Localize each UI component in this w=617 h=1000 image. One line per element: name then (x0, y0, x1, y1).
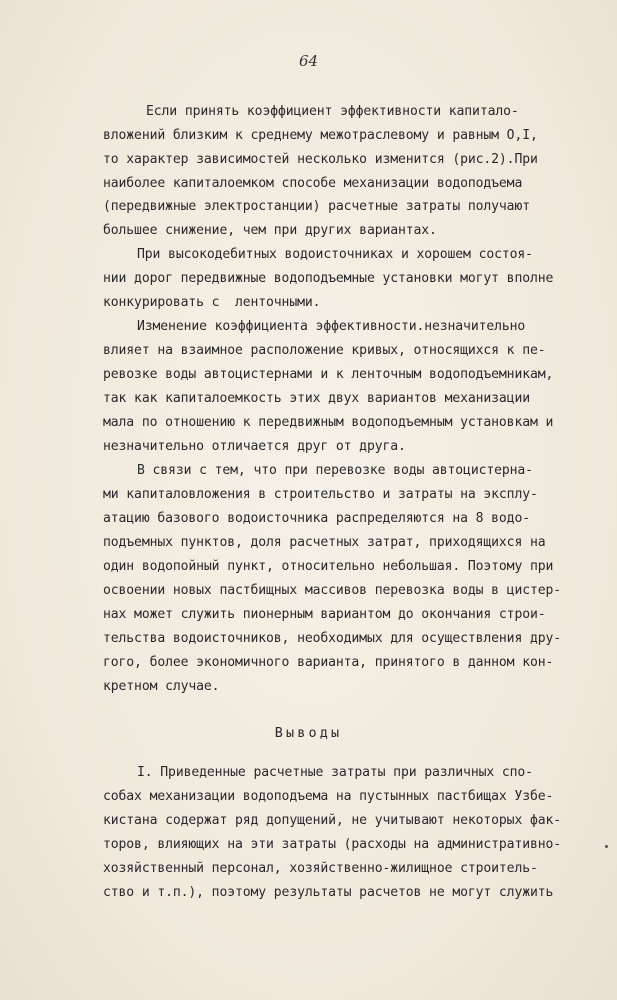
text-line: гого, более экономичного варианта, принятого в данном кон- (103, 655, 554, 670)
text-line: большее снижение, чем при других вариантах. (103, 223, 437, 238)
text-line: конкурировать с ленточными. (103, 295, 321, 310)
text-line: нии дорог передвижные водоподъемные установки могут вполне (103, 271, 554, 286)
text-line: вложений близким к среднему межотраслевому и равным О,I, (103, 128, 538, 143)
text-line: ревозке воды автоцистернами и к ленточным водоподъемникам, (103, 367, 554, 382)
text-line: При высокодебитных водоисточниках и хорошем состоя- (137, 247, 533, 262)
text-line: атацию базового водоисточника распределяются на 8 водо- (103, 511, 530, 526)
text-line: хозяйственный персонал, хозяйственно-жилищное строитель- (103, 861, 538, 876)
text-line: так как капиталоемкость этих двух вариантов механизации (103, 391, 530, 406)
text-line: собах механизации водоподъема на пустынных пастбищах Узбе- (103, 789, 554, 804)
text-line: I. Приведенные расчетные затраты при различных спо- (137, 765, 533, 780)
text-line: Изменение коэффициента эффективности.незначительно (137, 319, 526, 334)
text-line: один водопойный пункт, относительно небольшая. Поэтому при (103, 559, 554, 574)
text-line: тельства водоисточников, необходимых для осуществления дру- (103, 631, 562, 646)
text-line: (передвижные электростанции) расчетные затраты получают (103, 199, 530, 214)
text-line: торов, влияющих на эти затраты (расходы на административно- (103, 837, 562, 852)
text-line: мала по отношению к передвижным водоподъемным установкам и (103, 415, 554, 430)
text-line: В связи с тем, что при перевозке воды автоцистерна- (137, 463, 533, 478)
text-line: то характер зависимостей несколько изменится (рис.2).При (103, 152, 538, 167)
text-line: ство и т.п.), поэтому результаты расчетов не могут служить (103, 885, 554, 900)
text-line: кретном случае. (103, 679, 220, 694)
text-line: подъемных пунктов, доля расчетных затрат, приходящихся на (103, 535, 546, 550)
text-line: незначительно отличается друг от друга. (103, 439, 406, 454)
text-line: кистана содержат ряд допущений, не учитывают некоторых фак- (103, 813, 562, 828)
section-heading: Выводы (274, 726, 343, 741)
text-line: Если принять коэффициент эффективности капитало- (146, 104, 519, 119)
page-number: 64 (298, 52, 319, 70)
text-line: наиболее капиталоемком способе механизации водоподъема (103, 176, 523, 191)
text-line: нах может служить пионерным вариантом до окончания строи- (103, 607, 546, 622)
text-line: влияет на взаимное расположение кривых, относящихся к пе- (103, 343, 546, 358)
paper-speck (605, 845, 608, 848)
text-line: ми капиталовложения в строительство и затраты на эксплу- (103, 487, 538, 502)
text-line: освоении новых пастбищных массивов перевозка воды в цистер- (103, 583, 562, 598)
